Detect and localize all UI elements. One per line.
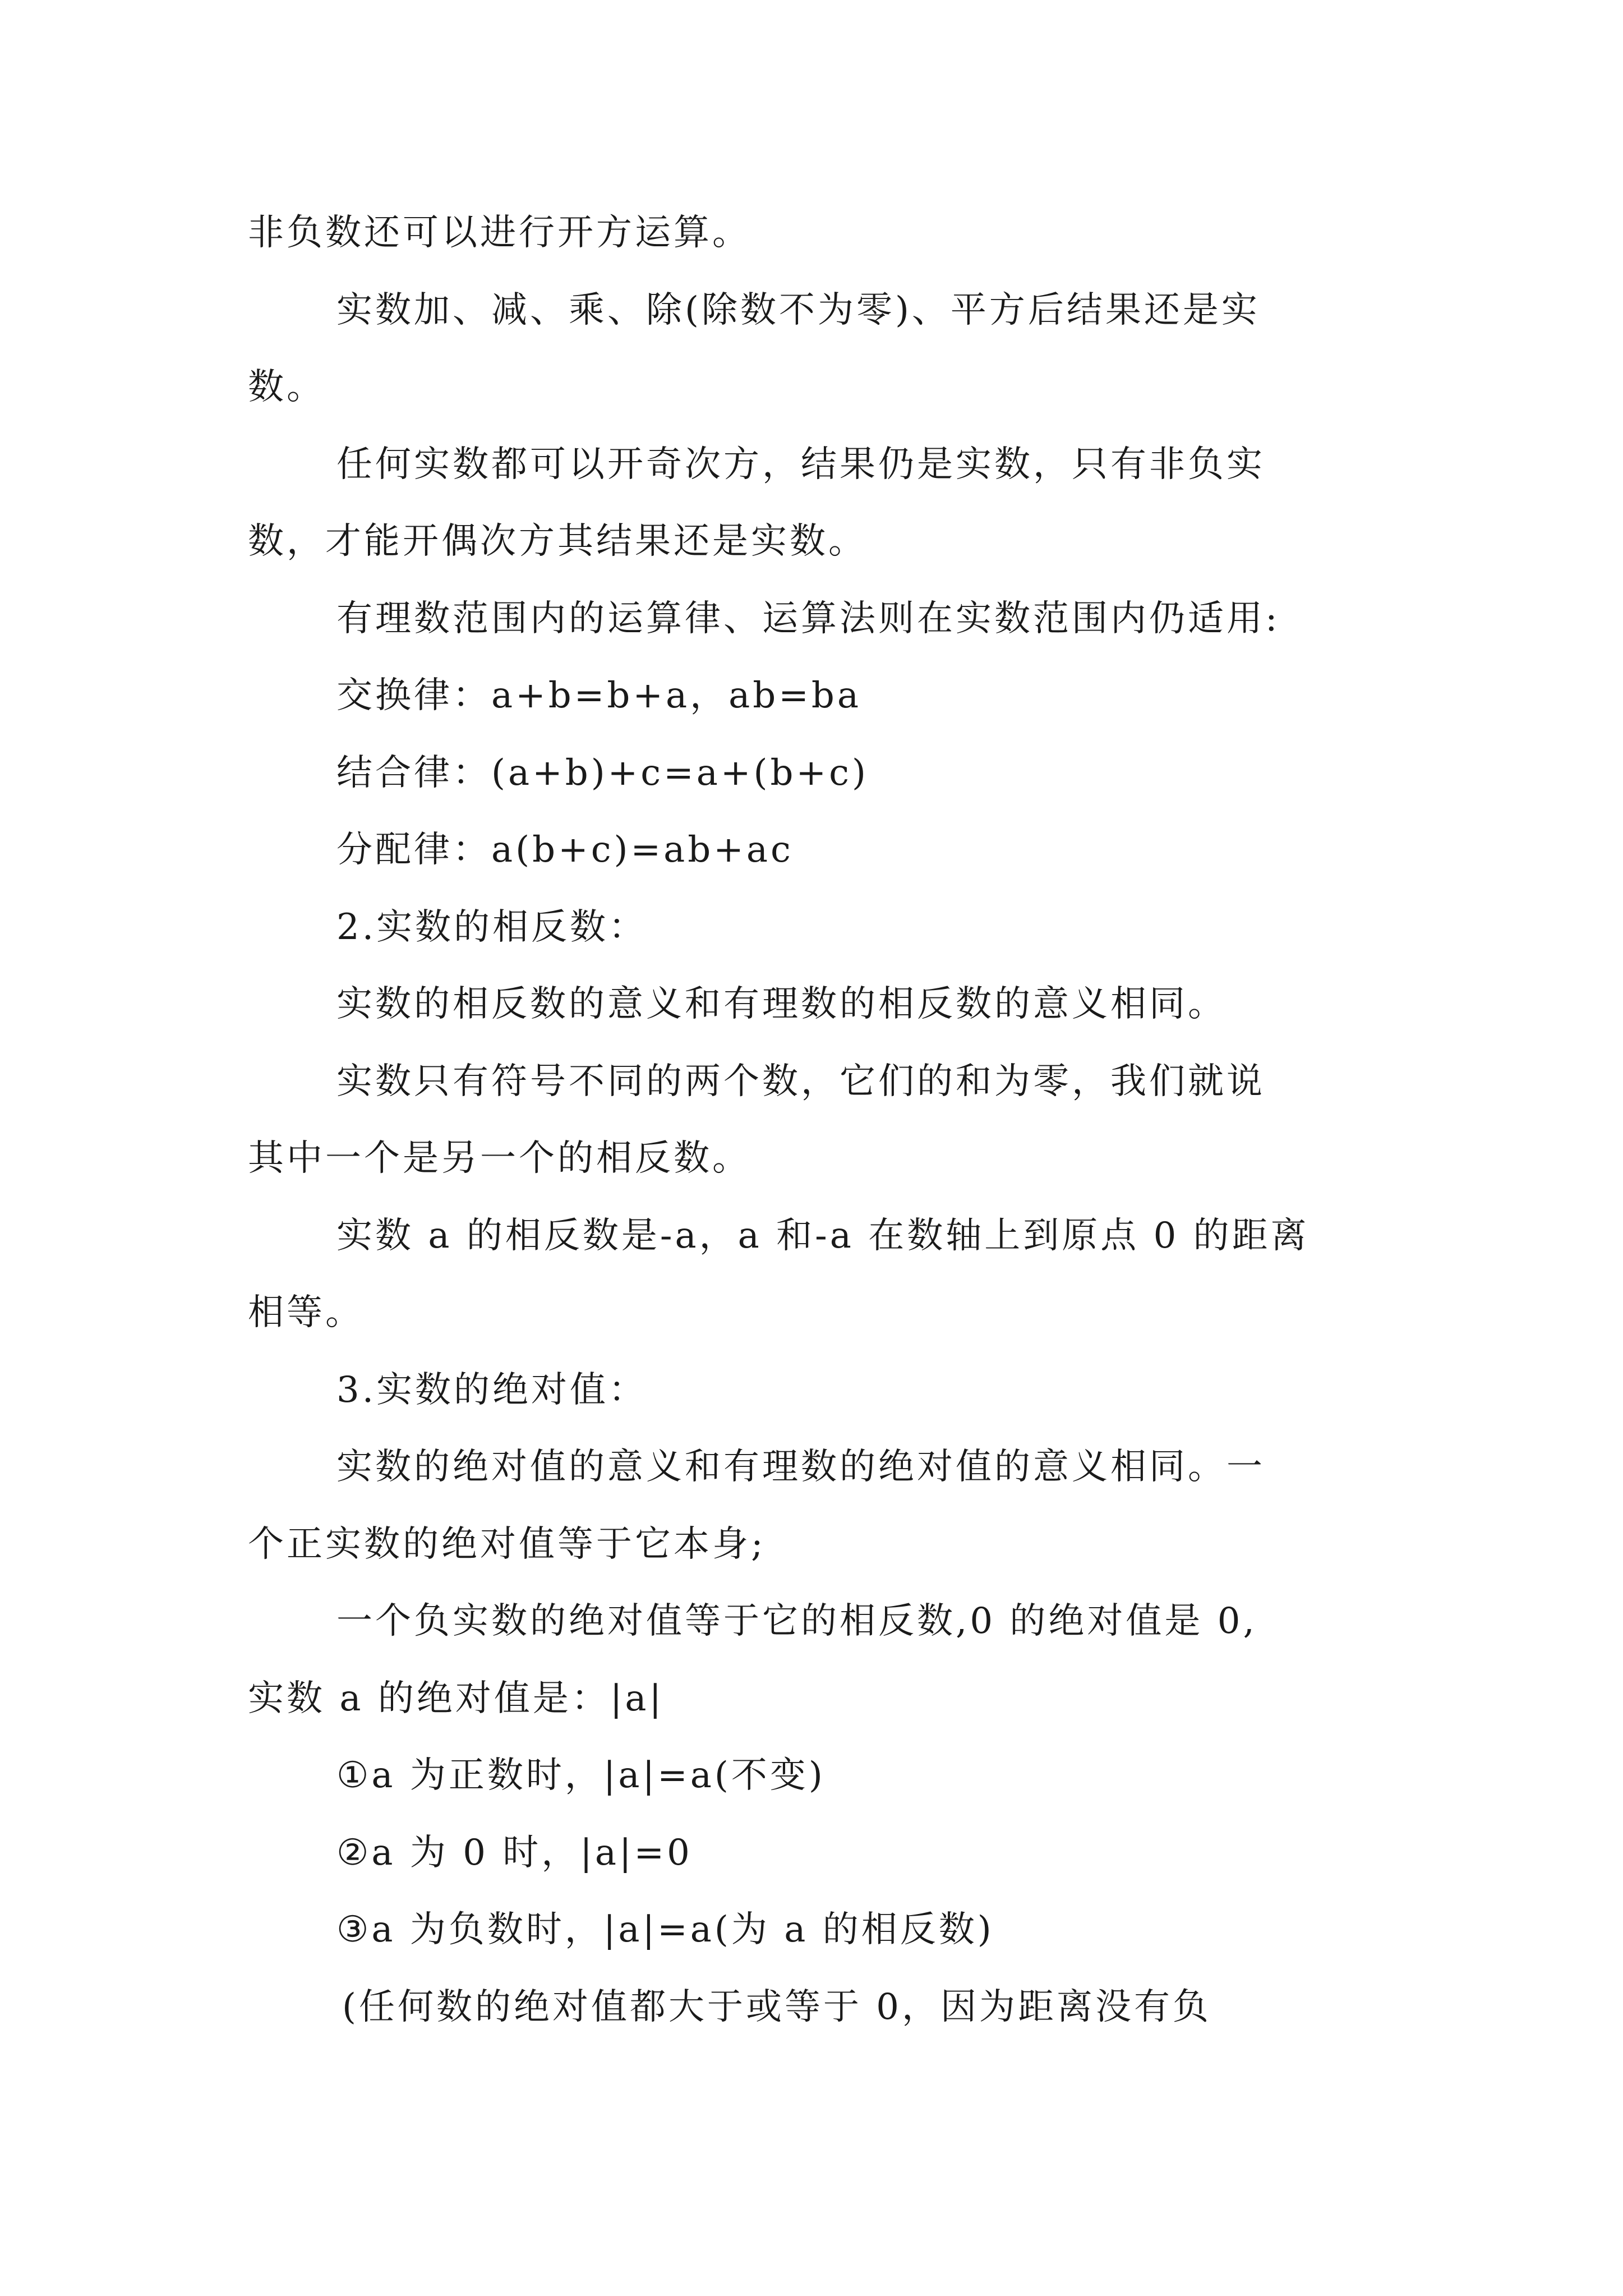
text-line: 非负数还可以进行开方运算。 — [248, 212, 751, 254]
text-line: 实数只有符号不同的两个数，它们的和为零，我们就说 — [336, 1061, 1265, 1102]
text-line: 一个负实数的绝对值等于它的相反数,0 的绝对值是 0, — [336, 1600, 1257, 1642]
list-item: ②a 为 0 时，|a|=0 — [336, 1832, 693, 1874]
text-line: 数，才能开偶次方其结果还是实数。 — [248, 521, 867, 562]
text-line: 分配律：a(b+c)=ab+ac — [336, 829, 794, 871]
document-page — [248, 0, 1386, 2296]
text-line: 结合律：(a+b)+c=a+(b+c) — [336, 752, 869, 794]
text-line: 实数 a 的相反数是-a，a 和-a 在数轴上到原点 0 的距离 — [336, 1215, 1310, 1257]
text-line: 相等。 — [248, 1292, 364, 1333]
text-line: 有理数范围内的运算律、运算法则在实数范围内仍适用: — [336, 598, 1280, 639]
text-line: 其中一个是另一个的相反数。 — [248, 1138, 751, 1179]
text-line: 数。 — [248, 366, 325, 408]
text-line: (任何数的绝对值都大于或等于 0，因为距离没有负 — [342, 1986, 1212, 2028]
text-line: 实数的绝对值的意义和有理数的绝对值的意义相同。一 — [336, 1446, 1265, 1488]
text-line: 任何实数都可以开奇次方，结果仍是实数，只有非负实 — [336, 444, 1265, 485]
list-item: ③a 为负数时，|a|=a(为 a 的相反数) — [336, 1909, 994, 1950]
text-line: 交换律：a+b=b+a，ab=ba — [336, 675, 861, 716]
list-item: ①a 为正数时，|a|=a(不变) — [336, 1755, 826, 1796]
text-line: 实数 a 的绝对值是：|a| — [248, 1678, 665, 1719]
text-line: 个正实数的绝对值等于它本身; — [248, 1524, 766, 1565]
section-heading: 3.实数的绝对值： — [336, 1369, 648, 1411]
text-line: 实数加、减、乘、除(除数不为零)、平方后结果还是实 — [336, 289, 1260, 331]
section-heading: 2.实数的相反数： — [336, 907, 648, 948]
text-line: 实数的相反数的意义和有理数的相反数的意义相同。 — [336, 983, 1227, 1025]
